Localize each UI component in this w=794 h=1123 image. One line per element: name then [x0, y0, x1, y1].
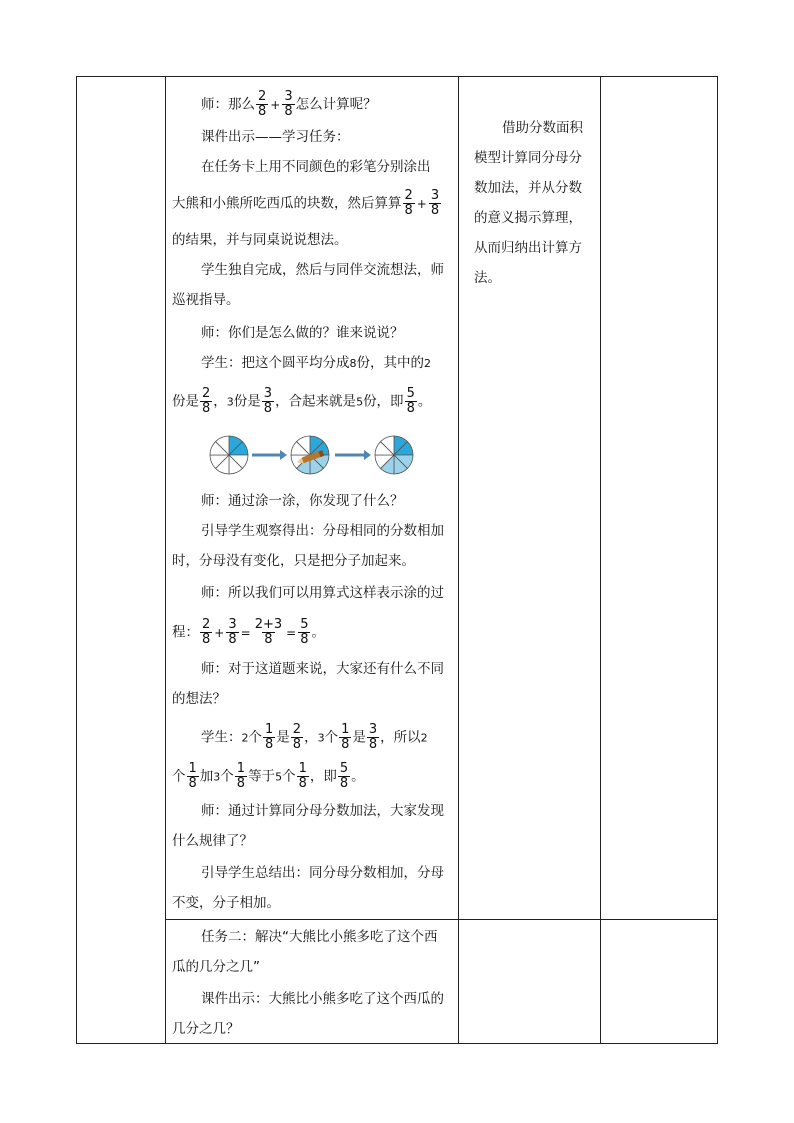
line-9: 学生：把这个圆平均分成8份，其中的2 [201, 355, 431, 371]
fraction-2-8: $\frac{2}{8}$ [292, 722, 302, 752]
fraction-3-8: $\frac{3}{8}$ [228, 617, 237, 647]
line-7: 巡视指导。 [172, 292, 240, 308]
line-10: 份是 $\frac{2}{8}$ ，3份是 $\frac{3}{8}$ ，合起来就是5份，即 $\frac{5}{8}$ 。 [172, 386, 432, 416]
line-13: 时，分母没有变化，只是把分子加起来。 [172, 553, 415, 569]
line-19: 个 $\frac{1}{8}$ 加3个 $\frac{1}{8}$ 等于5个 $\frac{1}{8}$ ，即 $\frac{5}{8}$ 。 [172, 761, 365, 791]
line-23: 不变，分子相加。 [172, 895, 280, 911]
fraction-1-8: $\frac{1}{8}$ [265, 722, 274, 752]
fraction-1-8: $\frac{1}{8}$ [188, 761, 197, 791]
fraction-2-8: $\frac{2}{8}$ [258, 89, 267, 119]
fraction-2-8: $\frac{2}{8}$ [404, 188, 413, 218]
fraction-3-8: $\frac{3}{8}$ [284, 89, 293, 119]
fraction-pie-diagram [207, 433, 422, 477]
line-12: 引导学生观察得出：分母相同的分数相加 [201, 523, 444, 539]
line-17: 的想法？ [172, 691, 226, 707]
line-16: 师：对于这道题来说，大家还有什么不同 [201, 661, 444, 677]
column-divider-1 [165, 77, 166, 1043]
line-18: 学生：2个 $\frac{1}{8}$ 是 $\frac{2}{8}$ ，3个 $\frac{1}{8}$ 是 $\frac{3}{8}$ ，所以2 [201, 722, 428, 752]
line-15: 程： $\frac{2}{8}$ + $\frac{3}{8}$ = $\frac{2+3}{8}$ = $\frac{5}{8}$ 。 [172, 617, 325, 647]
fraction-1-8: $\frac{1}{8}$ [341, 722, 350, 752]
column-divider-2 [458, 77, 459, 1043]
line-1: 师：那么 $\frac{2}{8}$ + $\frac{3}{8}$ 怎么计算呢？ [201, 89, 377, 119]
line-8: 师：你们是怎么做的？谁来说说？ [201, 325, 404, 341]
line-20: 师：通过计算同分母分数加法，大家发现 [201, 803, 444, 819]
fraction-1-8: $\frac{1}{8}$ [298, 761, 307, 791]
fraction-sum: $\frac{2+3}{8}$ [254, 617, 283, 647]
row-divider [165, 919, 717, 920]
line-21: 什么规律了？ [172, 833, 253, 849]
fraction-5-8: $\frac{5}{8}$ [339, 761, 349, 791]
line-3: 在任务卡上用不同颜色的彩笔分别涂出 [201, 159, 431, 175]
lesson-table [76, 76, 718, 1044]
fraction-3-8: $\frac{3}{8}$ [368, 722, 378, 752]
line-5: 的结果，并与同桌说说想法。 [172, 232, 348, 248]
column-divider-3 [600, 77, 601, 1043]
line-24: 任务二：解决“大熊比小熊多吃了这个西 [201, 929, 438, 945]
arrow-right-icon [252, 450, 287, 460]
line-11: 师：通过涂一涂，你发现了什么？ [201, 493, 404, 509]
fraction-1-8: $\frac{1}{8}$ [236, 761, 246, 791]
line-6: 学生独自完成，然后与同伴交流想法，师 [201, 262, 444, 278]
line-14: 师：所以我们可以用算式这样表示涂的过 [201, 585, 444, 601]
fraction-5-8: $\frac{5}{8}$ [406, 386, 415, 416]
arrow-right-icon [335, 450, 371, 460]
line-27: 几分之几？ [172, 1021, 240, 1037]
fraction-3-8: $\frac{3}{8}$ [263, 386, 273, 416]
fraction-2-8: $\frac{2}{8}$ [202, 386, 211, 416]
fraction-2-8: $\frac{2}{8}$ [202, 617, 211, 647]
line-22: 引导学生总结出：同分母分数相加，分母 [201, 865, 444, 881]
line-25: 瓜的几分之几” [172, 959, 260, 975]
fraction-5-8: $\frac{5}{8}$ [300, 617, 309, 647]
line-2: 课件出示——学习任务： [201, 129, 350, 145]
fraction-3-8: $\frac{3}{8}$ [430, 188, 440, 218]
line-4: 大熊和小熊所吃西瓜的块数，然后算算 $\frac{2}{8}$ + $\frac{3}{8}$ [172, 188, 440, 218]
design-intent-note: 借助分数面积模型计算同分母分数加法，并从分数的意义揭示算理，从而归纳出计算方法。 [474, 120, 583, 286]
line-26: 课件出示：大熊比小熊多吃了这个西瓜的 [201, 991, 444, 1007]
